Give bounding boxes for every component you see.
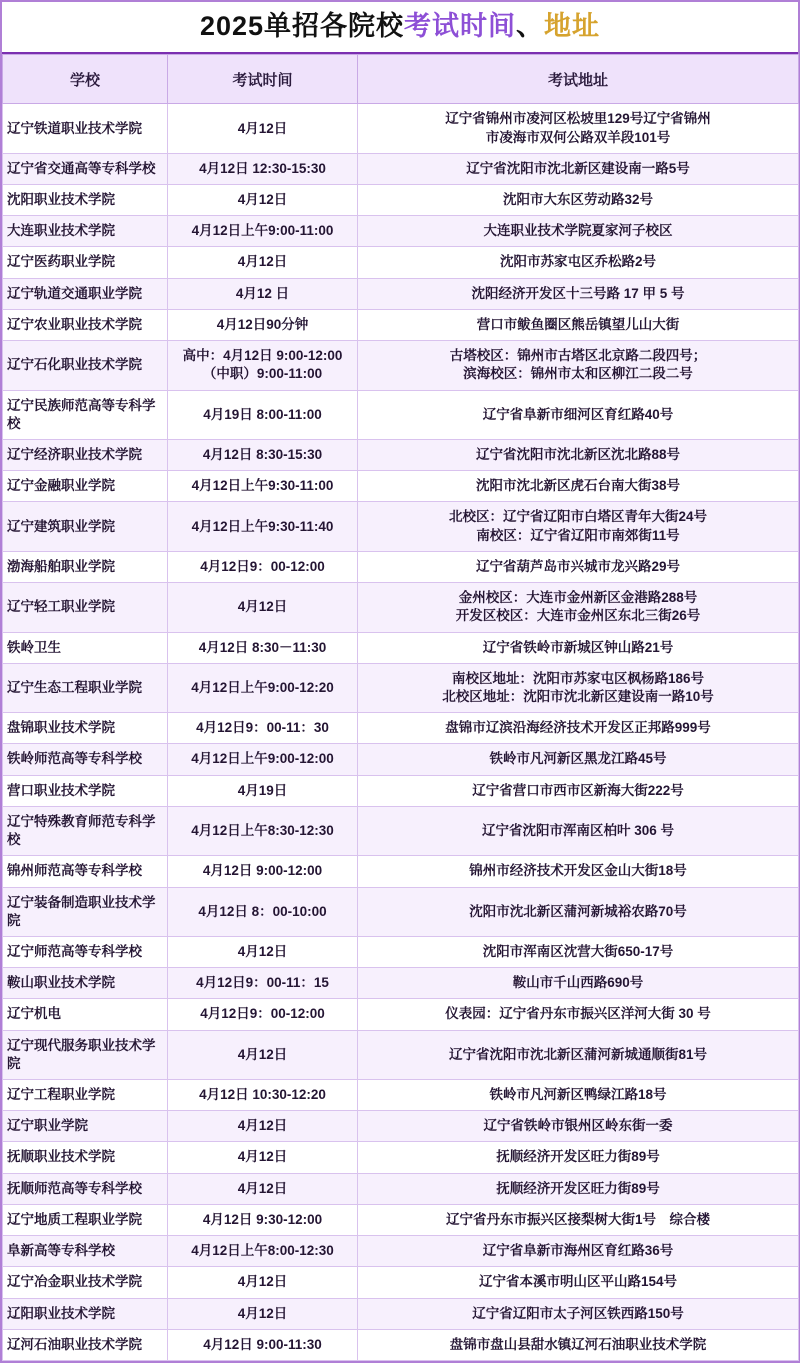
cell-exam-address: [358, 185, 799, 216]
cell-exam-time: [168, 1173, 358, 1204]
cell-exam-address: [358, 583, 799, 632]
cell-exam-address-line: 辽宁省营口市西市区新海大街222号: [472, 782, 684, 798]
table-row: [3, 278, 799, 309]
cell-school: 辽河石油职业技术学院: [3, 1329, 168, 1360]
cell-exam-time-line: 4月12日: [237, 1305, 288, 1321]
table-row: [3, 744, 799, 775]
cell-exam-time-line: 4月12日上午9:00-11:00: [191, 223, 334, 239]
table-row: [3, 775, 799, 806]
cell-exam-address-line: 辽宁省丹东市振兴区接梨树大街1号 综合楼: [445, 1211, 710, 1227]
table-row: [3, 806, 799, 855]
cell-exam-address-line: 南校区地址：沈阳市苏家屯区枫杨路186号: [451, 670, 705, 686]
column-header-school: 学校: [3, 55, 168, 104]
cell-exam-address: [358, 278, 799, 309]
cell-school: 辽宁师范高等专科学校: [3, 936, 168, 967]
cell-exam-time-line: 4月12日上午9:00-12:00: [191, 751, 334, 767]
cell-exam-address-line: 铁岭市凡河新区鸭绿江路18号: [489, 1087, 667, 1103]
table-header-row: [3, 55, 799, 104]
cell-exam-address-line: 沈阳市沈北新区蒲河新城裕农路70号: [469, 903, 687, 919]
cell-exam-time: [168, 663, 358, 712]
page-title: [2, 10, 798, 42]
cell-exam-time-line: 4月12日上午9:00-12:20: [191, 679, 334, 695]
cell-school: 辽宁医药职业学院: [3, 247, 168, 278]
cell-exam-address-line: 南校区：辽宁省辽阳市南郊街11号: [476, 527, 680, 543]
cell-exam-address: [358, 216, 799, 247]
cell-exam-address-line: 抚顺经济开发区旺力街89号: [496, 1149, 660, 1165]
cell-exam-time-line: 4月12日9：00-12:00: [200, 1006, 325, 1022]
cell-exam-address: [358, 309, 799, 340]
cell-exam-address-line: 仪表园：辽宁省丹东市振兴区洋河大街 30 号: [445, 1006, 711, 1022]
cell-exam-time: [168, 806, 358, 855]
cell-exam-time-line: 4月12日 12:30-15:30: [199, 160, 326, 176]
cell-exam-address-line: 辽宁省锦州市凌河区松坡里129号辽宁省锦州: [445, 111, 711, 127]
cell-exam-time: [168, 999, 358, 1030]
cell-exam-time: [168, 278, 358, 309]
cell-exam-address: [358, 1267, 799, 1298]
cell-exam-address-line: 辽宁省阜新市细河区育红路40号: [482, 406, 674, 422]
cell-school: 辽宁装备制造职业技术学院: [3, 887, 168, 936]
cell-exam-time: [168, 1204, 358, 1235]
table-row: [3, 1030, 799, 1079]
table-row: [3, 583, 799, 632]
cell-exam-time: [168, 1236, 358, 1267]
cell-exam-address-line: 铁岭市凡河新区黑龙江路45号: [489, 751, 667, 767]
cell-exam-address-line: 营口市鲅鱼圈区熊岳镇望儿山大街: [476, 316, 680, 332]
cell-exam-address: [358, 663, 799, 712]
cell-exam-time: [168, 1267, 358, 1298]
cell-exam-address: [358, 713, 799, 744]
cell-school: 辽宁经济职业技术学院: [3, 440, 168, 471]
cell-exam-time-line: 4月19日: [237, 782, 288, 798]
cell-school: 大连职业技术学院: [3, 216, 168, 247]
cell-exam-time-line: 4月12日上午9:30-11:40: [191, 518, 334, 534]
table-header: [3, 55, 799, 104]
cell-school: 锦州师范高等专科学校: [3, 856, 168, 887]
cell-exam-address-line: 沈阳市大东区劳动路32号: [502, 192, 654, 208]
cell-school: 鞍山职业技术学院: [3, 968, 168, 999]
cell-exam-time-line: 4月12日: [237, 120, 288, 136]
cell-school: 辽宁建筑职业学院: [3, 502, 168, 551]
cell-school: 沈阳职业技术学院: [3, 185, 168, 216]
cell-exam-address-line: 开发区校区：大连市金州区东北三街26号: [455, 608, 701, 624]
table-row: [3, 471, 799, 502]
cell-exam-time-line: 4月12日9：00-11：30: [196, 720, 329, 736]
table-row: [3, 247, 799, 278]
cell-exam-time-line: 4月12日: [237, 599, 288, 615]
cell-exam-address-line: 金州校区：大连市金州新区金港路288号: [458, 590, 698, 606]
cell-exam-time: [168, 216, 358, 247]
title-part-4: 地址: [544, 11, 601, 41]
cell-exam-address-line: 滨海校区：锦州市太和区柳江二段二号: [463, 366, 693, 382]
exam-schedule-table: [2, 54, 799, 1361]
cell-school: 盘锦职业技术学院: [3, 713, 168, 744]
cell-exam-time-line: 4月12日: [237, 192, 288, 208]
title-part-2: 考试时间: [404, 11, 517, 41]
cell-exam-time: [168, 390, 358, 439]
cell-school: 抚顺职业技术学院: [3, 1142, 168, 1173]
cell-school: 辽宁轻工职业学院: [3, 583, 168, 632]
cell-exam-time-line: 高中：4月12日 9:00-12:00: [182, 348, 343, 364]
cell-exam-address: [358, 775, 799, 806]
table-row: [3, 216, 799, 247]
cell-exam-time-line: 4月12 日: [235, 285, 290, 301]
cell-exam-time-line: 4月12日: [237, 254, 288, 270]
cell-school: 抚顺师范高等专科学校: [3, 1173, 168, 1204]
cell-exam-address: [358, 1204, 799, 1235]
cell-exam-time-line: 4月12日9：00-11：15: [196, 975, 329, 991]
cell-exam-time: [168, 744, 358, 775]
table-row: [3, 1298, 799, 1329]
cell-exam-time-line: 4月12日 9:00-12:00: [202, 863, 323, 879]
cell-exam-time: [168, 1142, 358, 1173]
cell-exam-address: [358, 1080, 799, 1111]
cell-exam-time: [168, 1080, 358, 1111]
table-row: [3, 341, 799, 390]
cell-school: 辽宁石化职业技术学院: [3, 341, 168, 390]
column-header-time: 考试时间: [168, 55, 358, 104]
cell-exam-address-line: 沈阳经济开发区十三号路 17 甲 5 号: [471, 285, 685, 301]
cell-exam-address-line: 辽宁省本溪市明山区平山路154号: [478, 1274, 678, 1290]
cell-exam-address: [358, 247, 799, 278]
cell-exam-time-line: 4月12日 9:30-12:00: [202, 1211, 323, 1227]
cell-exam-time: [168, 583, 358, 632]
cell-exam-time: [168, 341, 358, 390]
cell-exam-address-line: 辽宁省葫芦岛市兴城市龙兴路29号: [475, 558, 681, 574]
cell-exam-address: [358, 1329, 799, 1360]
cell-exam-time-line: 4月12日: [237, 1274, 288, 1290]
cell-exam-time-line: （中职）9:00-11:00: [202, 366, 323, 382]
cell-exam-address-line: 锦州市经济技术开发区金山大街18号: [469, 863, 687, 879]
cell-exam-address: [358, 632, 799, 663]
cell-exam-address-line: 辽宁省沈阳市沈北新区蒲河新城通顺街81号: [448, 1046, 707, 1062]
table-row: [3, 968, 799, 999]
table-row: [3, 1236, 799, 1267]
cell-exam-address: [358, 936, 799, 967]
cell-exam-address: [358, 341, 799, 390]
cell-exam-address: [358, 1298, 799, 1329]
cell-exam-address-line: 北校区：辽宁省辽阳市白塔区青年大街24号: [448, 509, 707, 525]
cell-school: 辽宁机电: [3, 999, 168, 1030]
cell-exam-address: [358, 153, 799, 184]
table-row: [3, 309, 799, 340]
table-row: [3, 713, 799, 744]
table-row: [3, 185, 799, 216]
cell-exam-address: [358, 1030, 799, 1079]
cell-exam-time-line: 4月12日上午8:00-12:30: [191, 1243, 334, 1259]
cell-exam-address-line: 辽宁省辽阳市太子河区铁西路150号: [472, 1305, 684, 1321]
cell-exam-time-line: 4月12日 10:30-12:20: [199, 1087, 326, 1103]
cell-exam-time: [168, 1298, 358, 1329]
cell-exam-time-line: 4月12日: [237, 1149, 288, 1165]
table-row: [3, 1080, 799, 1111]
table-row: [3, 104, 799, 153]
cell-exam-time: [168, 775, 358, 806]
cell-exam-address: [358, 856, 799, 887]
table-row: [3, 856, 799, 887]
cell-exam-address-line: 辽宁省沈阳市浑南区柏叶 306 号: [481, 822, 675, 838]
cell-school: 辽宁省交通高等专科学校: [3, 153, 168, 184]
cell-school: 辽宁职业学院: [3, 1111, 168, 1142]
cell-exam-address-line: 沈阳市苏家屯区乔松路2号: [499, 254, 656, 270]
cell-exam-time: [168, 440, 358, 471]
cell-exam-time-line: 4月19日 8:00-11:00: [203, 406, 322, 422]
table-row: [3, 1173, 799, 1204]
cell-school: 辽宁农业职业技术学院: [3, 309, 168, 340]
cell-exam-time: [168, 471, 358, 502]
cell-exam-time: [168, 713, 358, 744]
cell-exam-time-line: 4月12日 8:30-15:30: [202, 447, 323, 463]
cell-exam-time: [168, 1030, 358, 1079]
cell-exam-address-line: 沈阳市沈北新区虎石台南大街38号: [475, 478, 681, 494]
cell-school: 阜新高等专科学校: [3, 1236, 168, 1267]
cell-exam-time-line: 4月12日: [237, 1180, 288, 1196]
cell-exam-time-line: 4月12日: [237, 1046, 288, 1062]
title-part-1: 2025单招各院校: [199, 11, 405, 41]
cell-exam-time: [168, 1111, 358, 1142]
cell-school: 辽宁金融职业学院: [3, 471, 168, 502]
table-row: [3, 153, 799, 184]
table-row: [3, 502, 799, 551]
cell-exam-time-line: 4月12日90分钟: [216, 316, 309, 332]
cell-exam-address-line: 辽宁省阜新市海州区育红路36号: [482, 1243, 674, 1259]
cell-exam-time-line: 4月12日 8:30－11:30: [198, 639, 327, 655]
cell-exam-time: [168, 104, 358, 153]
cell-exam-time: [168, 632, 358, 663]
cell-exam-address-line: 抚顺经济开发区旺力街89号: [496, 1180, 660, 1196]
table-row: [3, 1111, 799, 1142]
cell-exam-address: [358, 887, 799, 936]
cell-school: 铁岭师范高等专科学校: [3, 744, 168, 775]
cell-exam-time: [168, 502, 358, 551]
cell-exam-time-line: 4月12日上午9:30-11:00: [191, 478, 334, 494]
cell-exam-time: [168, 551, 358, 582]
cell-school: 铁岭卫生: [3, 632, 168, 663]
cell-exam-time: [168, 309, 358, 340]
cell-school: 辽宁现代服务职业技术学院: [3, 1030, 168, 1079]
cell-school: 辽宁生态工程职业学院: [3, 663, 168, 712]
column-header-address: 考试地址: [358, 55, 799, 104]
cell-exam-time: [168, 247, 358, 278]
cell-exam-time-line: 4月12日 9:00-11:30: [203, 1336, 322, 1352]
cell-exam-address-line: 盘锦市辽滨沿海经济技术开发区正邦路999号: [445, 720, 711, 736]
cell-exam-address: [358, 999, 799, 1030]
cell-exam-address-line: 辽宁省铁岭市银州区岭东街一委: [483, 1118, 673, 1134]
cell-exam-time-line: 4月12日: [237, 943, 288, 959]
cell-exam-address: [358, 551, 799, 582]
cell-exam-address: [358, 104, 799, 153]
table-row: [3, 1267, 799, 1298]
table-row: [3, 663, 799, 712]
cell-exam-address-line: 北校区地址：沈阳市沈北新区建设南一路10号: [442, 688, 714, 704]
title-part-3: 、: [516, 11, 545, 41]
cell-exam-address-line: 辽宁省沈阳市沈北新区沈北路88号: [475, 447, 681, 463]
cell-exam-time-line: 4月12日 8：00-10:00: [198, 903, 327, 919]
cell-exam-address-line: 鞍山市千山西路690号: [512, 975, 644, 991]
cell-school: 辽宁工程职业学院: [3, 1080, 168, 1111]
cell-exam-address-line: 辽宁省铁岭市新城区钟山路21号: [482, 639, 674, 655]
cell-exam-address-line: 古塔校区：锦州市古塔区北京路二段四号；: [449, 348, 707, 364]
cell-exam-address: [358, 502, 799, 551]
table-row: [3, 440, 799, 471]
table-row: [3, 1329, 799, 1360]
cell-exam-address: [358, 1236, 799, 1267]
cell-exam-address: [358, 968, 799, 999]
cell-school: 辽宁地质工程职业学院: [3, 1204, 168, 1235]
cell-exam-time: [168, 185, 358, 216]
table-row: [3, 390, 799, 439]
cell-exam-time: [168, 968, 358, 999]
cell-school: 辽宁冶金职业技术学院: [3, 1267, 168, 1298]
cell-exam-time: [168, 856, 358, 887]
cell-school: 辽宁民族师范高等专科学校: [3, 390, 168, 439]
table-row: [3, 887, 799, 936]
cell-exam-address: [358, 744, 799, 775]
cell-school: 辽宁轨道交通职业学院: [3, 278, 168, 309]
cell-exam-address: [358, 1173, 799, 1204]
cell-exam-time: [168, 887, 358, 936]
cell-school: 辽宁特殊教育师范专科学校: [3, 806, 168, 855]
cell-exam-time: [168, 936, 358, 967]
cell-exam-time: [168, 153, 358, 184]
cell-exam-address: [358, 390, 799, 439]
cell-exam-address: [358, 440, 799, 471]
cell-exam-time-line: 4月12日: [237, 1118, 288, 1134]
cell-school: 辽宁铁道职业技术学院: [3, 104, 168, 153]
cell-exam-address: [358, 806, 799, 855]
cell-exam-time: [168, 1329, 358, 1360]
table-body: [3, 104, 799, 1361]
cell-exam-address-line: 盘锦市盘山县甜水镇辽河石油职业技术学院: [449, 1336, 707, 1352]
table-row: [3, 1204, 799, 1235]
cell-exam-address: [358, 1111, 799, 1142]
cell-exam-address-line: 沈阳市浑南区沈营大街650-17号: [482, 943, 674, 959]
cell-school: 渤海船舶职业学院: [3, 551, 168, 582]
cell-exam-time-line: 4月12日上午8:30-12:30: [191, 822, 334, 838]
table-row: [3, 999, 799, 1030]
table-row: [3, 551, 799, 582]
cell-exam-address-line: 市凌海市双何公路双羊段101号: [485, 129, 671, 145]
table-row: [3, 1142, 799, 1173]
cell-exam-address: [358, 471, 799, 502]
table-row: [3, 936, 799, 967]
cell-school: 营口职业技术学院: [3, 775, 168, 806]
cell-exam-time-line: 4月12日9：00-12:00: [200, 558, 325, 574]
cell-exam-address-line: 大连职业技术学院夏家河子校区: [483, 223, 673, 239]
cell-exam-address-line: 辽宁省沈阳市沈北新区建设南一路5号: [466, 160, 690, 176]
cell-school: 辽阳职业技术学院: [3, 1298, 168, 1329]
table-row: [3, 632, 799, 663]
title-bar: [2, 2, 798, 54]
cell-exam-address: [358, 1142, 799, 1173]
